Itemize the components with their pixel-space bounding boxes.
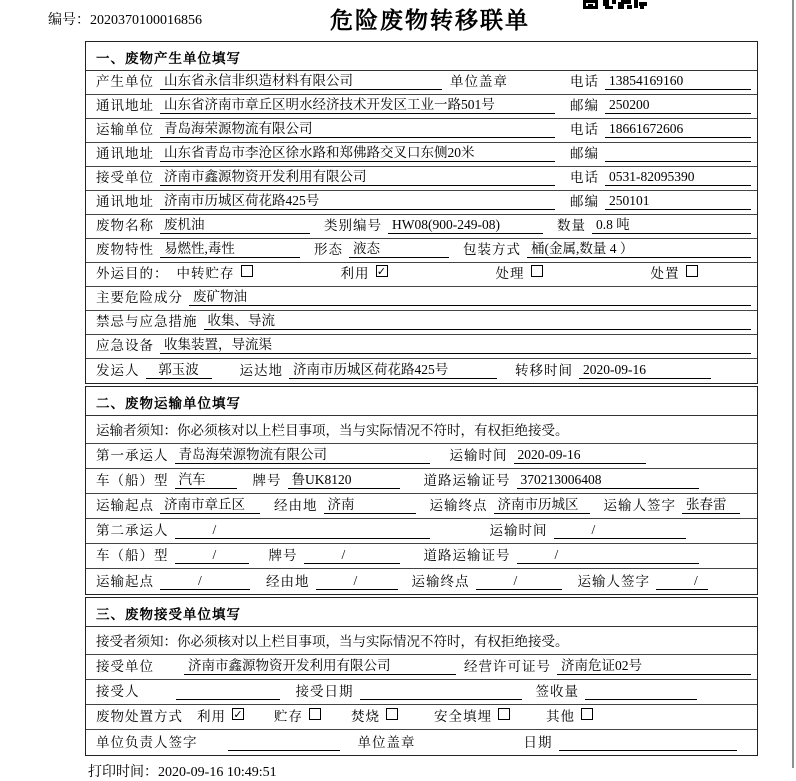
hazard-component-value: 废矿物油 <box>189 285 751 306</box>
disposal-method-label: 废物处置方式 <box>96 709 183 724</box>
route-end-2-value: / <box>476 573 562 590</box>
producer-zip-label: 邮编 <box>570 98 599 113</box>
purpose-option-dispose-label: 处置 <box>650 266 680 281</box>
vehicle-type-label: 车（船）型 <box>96 473 169 488</box>
row-transporter <box>86 119 757 143</box>
carrier-sign-value: 张春雷 <box>682 493 740 514</box>
producer-value: 山东省永信非织造材料有限公司 <box>160 69 442 90</box>
route-origin-2-label: 运输起点 <box>96 574 154 589</box>
transporter-zip-value <box>605 146 751 162</box>
waste-form-value: 液态 <box>349 237 449 258</box>
emergency-measures-value: 收集、导流 <box>204 309 752 330</box>
purpose-treat-checkbox <box>531 265 543 277</box>
accept-date-label: 接受日期 <box>295 684 354 699</box>
sign-date-value <box>559 735 738 751</box>
waste-name-label: 废物名称 <box>96 218 154 233</box>
unit-signature-label: 单位负责人签字 <box>96 735 198 750</box>
road-permit-2-value: / <box>517 547 699 564</box>
transport-time-value: 2020-09-16 <box>514 447 646 464</box>
purpose-dispose-checkbox <box>686 265 698 277</box>
transfer-time-value: 2020-09-16 <box>579 362 711 379</box>
emergency-equipment-value: 收集装置，导流渠 <box>160 333 751 354</box>
road-permit-value: 370213006408 <box>517 472 699 489</box>
producer-phone-value: 13854169160 <box>605 73 751 90</box>
row-producer <box>86 71 757 95</box>
transfer-purpose-label: 外运目的： <box>96 266 169 281</box>
transport-time-2-label: 运输时间 <box>489 523 548 538</box>
carrier-sign-label: 运输人签字 <box>603 498 676 513</box>
row-waste-character <box>86 239 757 263</box>
route-end-label: 运输终点 <box>429 498 488 513</box>
dispatcher-value: 郭玉波 <box>146 358 212 379</box>
packing-value: 桶(金属,数量 4 ） <box>527 237 751 258</box>
document-number-value: 2020370100016856 <box>90 13 202 28</box>
route-origin-2-value: / <box>160 573 250 590</box>
vehicle-type-2-value: / <box>175 547 249 564</box>
producer-label: 产生单位 <box>96 74 154 89</box>
transporter-zip-label: 邮编 <box>570 146 599 161</box>
receiver-zip-label: 邮编 <box>570 194 599 209</box>
purpose-option-storage-label: 中转贮存 <box>176 266 235 281</box>
waste-category-value: HW08(900-249-08) <box>388 217 543 234</box>
row-accept-unit <box>86 655 757 680</box>
waste-name-value: 废机油 <box>160 213 310 234</box>
route-end-value: 济南市历城区 <box>494 493 590 514</box>
purpose-option-treat-label: 处理 <box>495 266 525 281</box>
disposal-use-checkbox: ✓ <box>233 708 243 721</box>
receiver-address-value: 济南市历城区荷花路425号 <box>160 189 555 210</box>
transport-time-label: 运输时间 <box>449 448 508 463</box>
page-edge-line <box>792 0 794 768</box>
receiver-zip-value: 250101 <box>605 193 751 210</box>
vehicle-type-2-label: 车（船）型 <box>96 548 169 563</box>
emergency-measures-label: 禁忌与应急措施 <box>96 314 198 329</box>
transfer-time-label: 转移时间 <box>515 363 573 378</box>
vehicle-type-value: 汽车 <box>175 468 237 489</box>
row-accept-notice <box>86 627 757 655</box>
route-via-value: 济南 <box>324 493 416 514</box>
producer-address-value: 山东省济南市章丘区明水经济技术开发区工业一路501号 <box>160 93 555 114</box>
print-time-line <box>88 761 796 781</box>
carrier-sign-2-value: / <box>656 573 708 590</box>
disposal-landfill-label: 安全填埋 <box>434 709 492 724</box>
row-waste-name <box>86 215 757 239</box>
manifest-form <box>85 41 758 756</box>
waste-character-label: 废物特性 <box>96 242 154 257</box>
row-transport-notice <box>86 416 757 444</box>
accept-notice-text: 接受者须知：你必须核对以上栏目事项，当与实际情况不符时，有权拒绝接受。 <box>96 634 569 649</box>
unit-seal-label: 单位盖章 <box>357 735 416 750</box>
plate-value: 鲁UK8120 <box>288 468 400 489</box>
accept-person-value <box>176 684 280 700</box>
print-time-label: 打印时间： <box>88 765 158 780</box>
row-receiver-address <box>86 191 757 215</box>
waste-qty-label: 数量 <box>557 218 586 233</box>
row-second-carrier <box>86 519 757 544</box>
destination-value: 济南市历城区荷花路425号 <box>289 358 497 379</box>
document-number-label: 编号： <box>48 13 90 28</box>
transporter-phone-value: 18661672606 <box>605 121 751 138</box>
section-transport <box>85 386 758 595</box>
destination-label: 运达地 <box>239 363 283 378</box>
route-origin-value: 济南市章丘区 <box>160 493 260 514</box>
emergency-equipment-label: 应急设备 <box>96 338 154 353</box>
transporter-value: 青岛海荣源物流有限公司 <box>160 117 555 138</box>
first-carrier-value: 青岛海荣源物流有限公司 <box>175 443 430 464</box>
carrier-sign-2-label: 运输人签字 <box>577 574 650 589</box>
print-time-value: 2020-09-16 10:49:51 <box>158 765 277 780</box>
row-emergency-equipment <box>86 335 757 359</box>
transporter-address-value: 山东省青岛市李沧区徐水路和郑佛路交叉口东侧20米 <box>160 141 555 162</box>
purpose-storage-checkbox <box>241 265 253 277</box>
row-unit-signature <box>86 730 757 755</box>
producer-phone-label: 电话 <box>570 74 599 89</box>
accept-unit-value: 济南市鑫源物资开发利用有限公司 <box>184 654 456 675</box>
accept-person-label: 接受人 <box>96 684 140 699</box>
transporter-label: 运输单位 <box>96 122 154 137</box>
section-accept-title: 三、废物接受单位填写 <box>86 598 757 627</box>
row-hazard-component <box>86 287 757 311</box>
row-accept-person <box>86 680 757 705</box>
transport-notice-text: 运输者须知：你必须核对以上栏目事项，当与实际情况不符时，有权拒绝接受。 <box>96 423 569 438</box>
receiver-label: 接受单位 <box>96 170 154 185</box>
accept-unit-label: 接受单位 <box>96 659 154 674</box>
waste-category-label: 类别编号 <box>324 218 382 233</box>
row-producer-address <box>86 95 757 119</box>
document-header <box>0 0 796 41</box>
purpose-use-checkbox: ✓ <box>376 265 387 278</box>
row-route-2 <box>86 569 757 594</box>
transporter-address-label: 通讯地址 <box>96 146 154 161</box>
receiver-address-label: 通讯地址 <box>96 194 154 209</box>
disposal-burn-checkbox <box>386 708 398 720</box>
route-end-2-label: 运输终点 <box>411 574 470 589</box>
producer-address-label: 通讯地址 <box>96 98 154 113</box>
row-vehicle-1 <box>86 469 757 494</box>
receiver-value: 济南市鑫源物资开发利用有限公司 <box>160 165 555 186</box>
row-transfer-purpose <box>86 263 757 287</box>
accept-date-value <box>360 684 522 700</box>
row-transporter-address <box>86 143 757 167</box>
disposal-other-checkbox <box>581 708 593 720</box>
disposal-store-label: 贮存 <box>274 709 303 724</box>
row-disposal-method <box>86 705 757 730</box>
disposal-landfill-checkbox <box>498 708 510 720</box>
second-carrier-value: / <box>175 522 430 539</box>
dispatcher-label: 发运人 <box>96 363 140 378</box>
qr-code-fragment <box>583 0 647 10</box>
unit-signature-value <box>228 735 340 751</box>
waste-character-value: 易燃性,毒性 <box>160 237 300 258</box>
disposal-other-label: 其他 <box>546 709 575 724</box>
road-permit-2-label: 道路运输证号 <box>423 548 511 563</box>
section-accept <box>85 597 758 756</box>
plate-2-value: / <box>304 547 400 564</box>
plate-label: 牌号 <box>252 473 282 488</box>
waste-qty-value: 0.8 吨 <box>592 213 751 234</box>
producer-zip-value: 250200 <box>605 97 751 114</box>
plate-2-label: 牌号 <box>268 548 298 563</box>
route-via-2-value: / <box>316 573 398 590</box>
packing-label: 包装方式 <box>463 242 521 257</box>
route-via-2-label: 经由地 <box>266 574 310 589</box>
section-transport-title: 二、废物运输单位填写 <box>86 387 757 416</box>
row-vehicle-2 <box>86 544 757 569</box>
route-via-label: 经由地 <box>274 498 318 513</box>
receiver-phone-label: 电话 <box>570 170 599 185</box>
waste-form-label: 形态 <box>314 242 343 257</box>
row-emergency-measures <box>86 311 757 335</box>
road-permit-label: 道路运输证号 <box>423 473 511 488</box>
hazard-component-label: 主要危险成分 <box>96 290 183 305</box>
section-producer <box>85 41 758 384</box>
row-first-carrier <box>86 444 757 469</box>
transporter-phone-label: 电话 <box>570 122 599 137</box>
route-origin-label: 运输起点 <box>96 498 154 513</box>
document-number <box>48 9 202 29</box>
disposal-burn-label: 焚烧 <box>351 709 380 724</box>
license-label: 经营许可证号 <box>464 659 551 674</box>
producer-seal-label: 单位盖章 <box>450 74 508 89</box>
row-receiver <box>86 167 757 191</box>
receipt-qty-value <box>585 684 697 700</box>
first-carrier-label: 第一承运人 <box>96 448 169 463</box>
page-title: 危险废物转移联单 <box>330 8 530 34</box>
section-producer-title: 一、废物产生单位填写 <box>86 42 757 71</box>
receiver-phone-value: 0531-82095390 <box>605 169 751 186</box>
second-carrier-label: 第二承运人 <box>96 523 169 538</box>
row-dispatch <box>86 359 757 383</box>
transport-time-2-value: / <box>554 522 686 539</box>
disposal-store-checkbox <box>309 708 321 720</box>
license-value: 济南危证02号 <box>557 654 751 675</box>
purpose-option-use-label: 利用 <box>340 266 370 281</box>
disposal-use-label: 利用 <box>197 709 226 724</box>
row-route-1 <box>86 494 757 519</box>
receipt-qty-label: 签收量 <box>535 684 579 699</box>
sign-date-label: 日期 <box>523 735 553 750</box>
